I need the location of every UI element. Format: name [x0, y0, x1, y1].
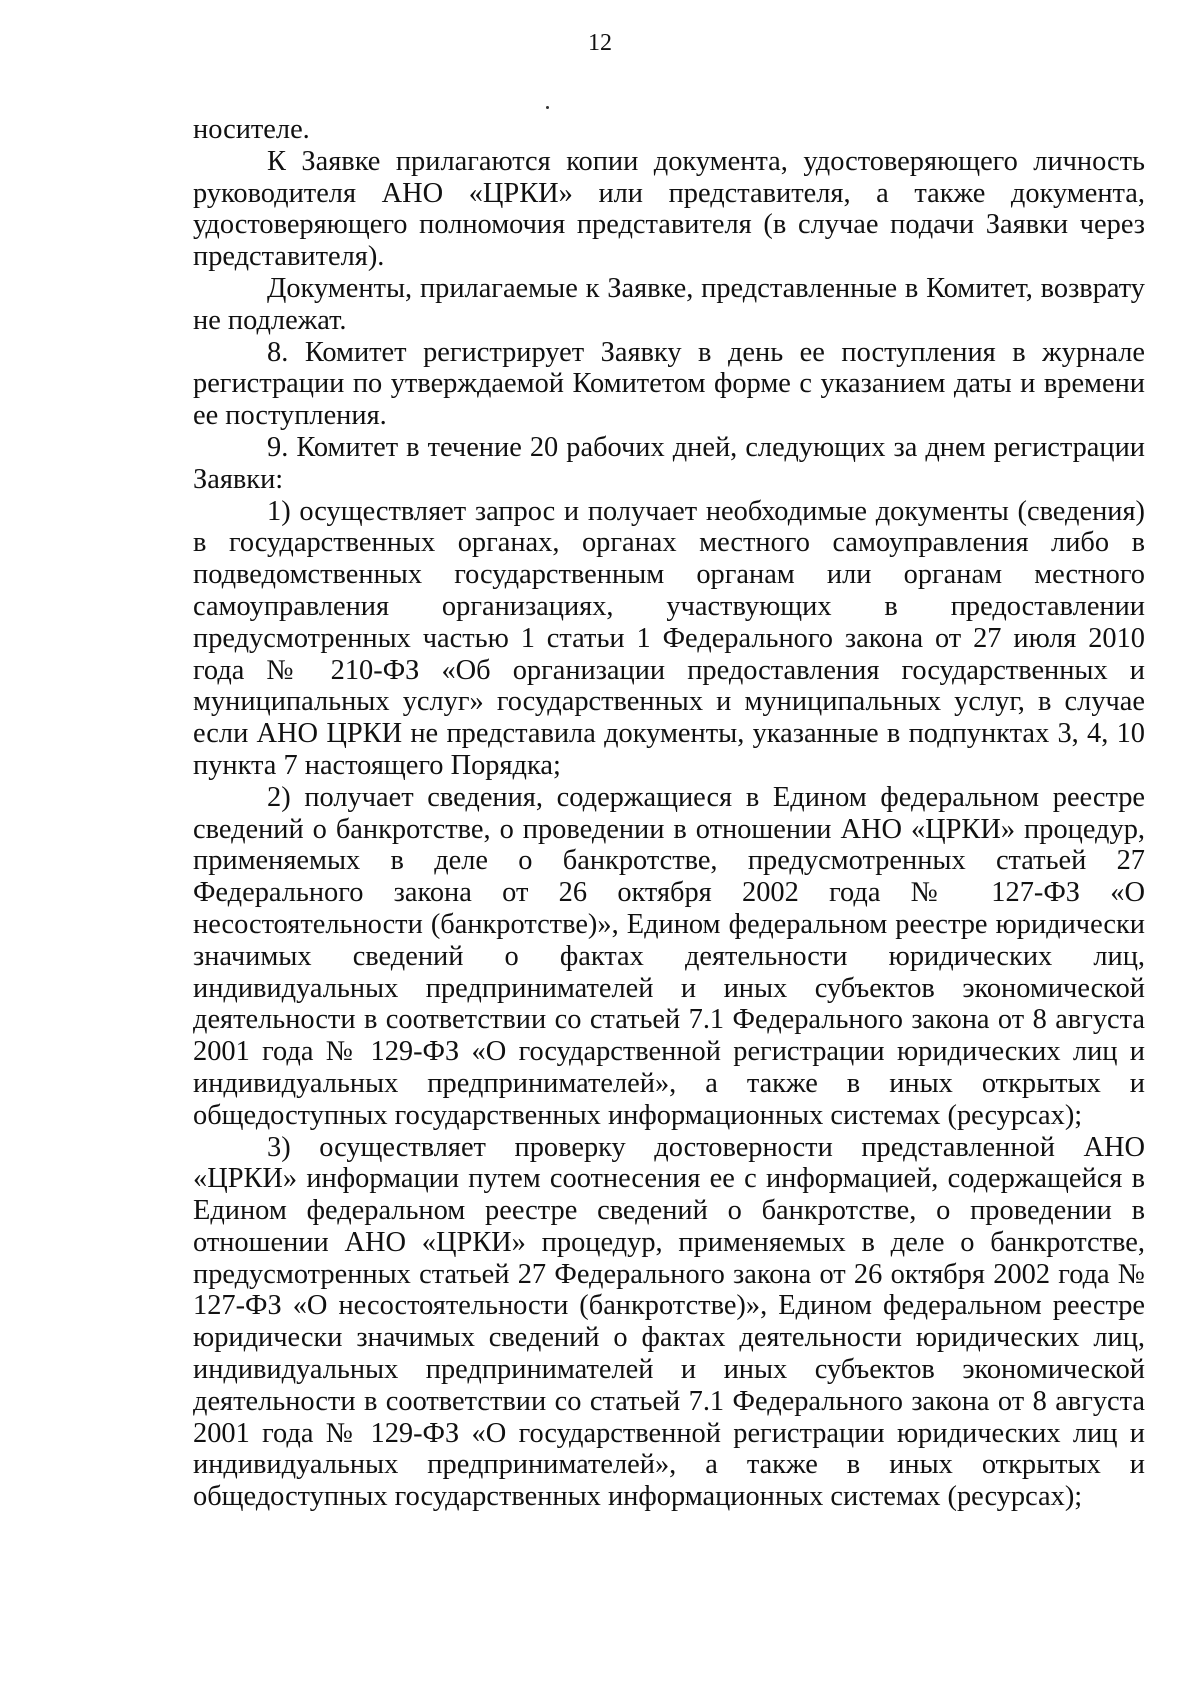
paragraph-item-8: 8. Комитет регистрирует Заявку в день ее поступления в журнале регистрации по утверждаемой Комитетом форме с указанием даты и времени ее поступления. — [193, 336, 1145, 432]
paragraph-documents-not-returned: Документы, прилагаемые к Заявке, представленные в Комитет, возврату не подлежат. — [193, 272, 1145, 336]
paragraph-subitem-1: 1) осуществляет запрос и получает необходимые документы (сведения) в государственных органах, органах местного самоуправления либо в подведомственных государственным органам или органам местного самоуправления организациях, участвующих в предоставлении предусмотренных частью 1 статьи 1 Федерального закона от 27 июля 2010 года № 210-ФЗ «Об организации предоставления государственных и муниципальных услуг» государственных и муниципальных услуг, в случае если АНО ЦРКИ не представила документы, указанные в подпунктах 3, 4, 10 пункта 7 настоящего Порядка; — [193, 495, 1145, 781]
scan-artifact-dot — [546, 106, 549, 109]
page-number: 12 — [588, 30, 612, 56]
document-body — [193, 114, 1145, 1513]
paragraph-subitem-3: 3) осуществляет проверку достоверности представленной АНО «ЦРКИ» информации путем соотнесения ее с информацией, содержащейся в Едином федеральном реестре сведений о банкротстве, о проведении в отношении АНО «ЦРКИ» процедур, применяемых в деле о банкротстве, предусмотренных статьей 27 Федерального закона от 26 октября 2002 года № 127-ФЗ «О несостоятельности (банкротстве)», Едином федеральном реестре юридически значимых сведений о фактах деятельности юридических лиц, индивидуальных предпринимателей и иных субъектов экономической деятельности в соответствии со статьей 7.1 Федерального закона от 8 августа 2001 года № 129-ФЗ «О государственной регистрации юридических лиц и индивидуальных предпринимателей», а также в иных открытых и общедоступных государственных информационных системах (ресурсах); — [193, 1131, 1145, 1513]
paragraph-subitem-2: 2) получает сведения, содержащиеся в Едином федеральном реестре сведений о банкротстве, о проведении в отношении АНО «ЦРКИ» процедур, применяемых в деле о банкротстве, предусмотренных статьей 27 Федерального закона от 26 октября 2002 года № 127-ФЗ «О несостоятельности (банкротстве)», Едином федеральном реестре юридически значимых сведений о фактах деятельности юридических лиц, индивидуальных предпринимателей и иных субъектов экономической деятельности в соответствии со статьей 7.1 Федерального закона от 8 августа 2001 года № 129-ФЗ «О государственной регистрации юридических лиц и индивидуальных предпринимателей», а также в иных открытых и общедоступных государственных информационных системах (ресурсах); — [193, 781, 1145, 1131]
paragraph-attachments: К Заявке прилагаются копии документа, удостоверяющего личность руководителя АНО «ЦРКИ» или представителя, а также документа, удостоверяющего полномочия представителя (в случае подачи Заявки через представителя). — [193, 145, 1145, 273]
paragraph-item-9: 9. Комитет в течение 20 рабочих дней, следующих за днем регистрации Заявки: — [193, 431, 1145, 495]
paragraph-continuation: носителе. — [193, 114, 310, 145]
